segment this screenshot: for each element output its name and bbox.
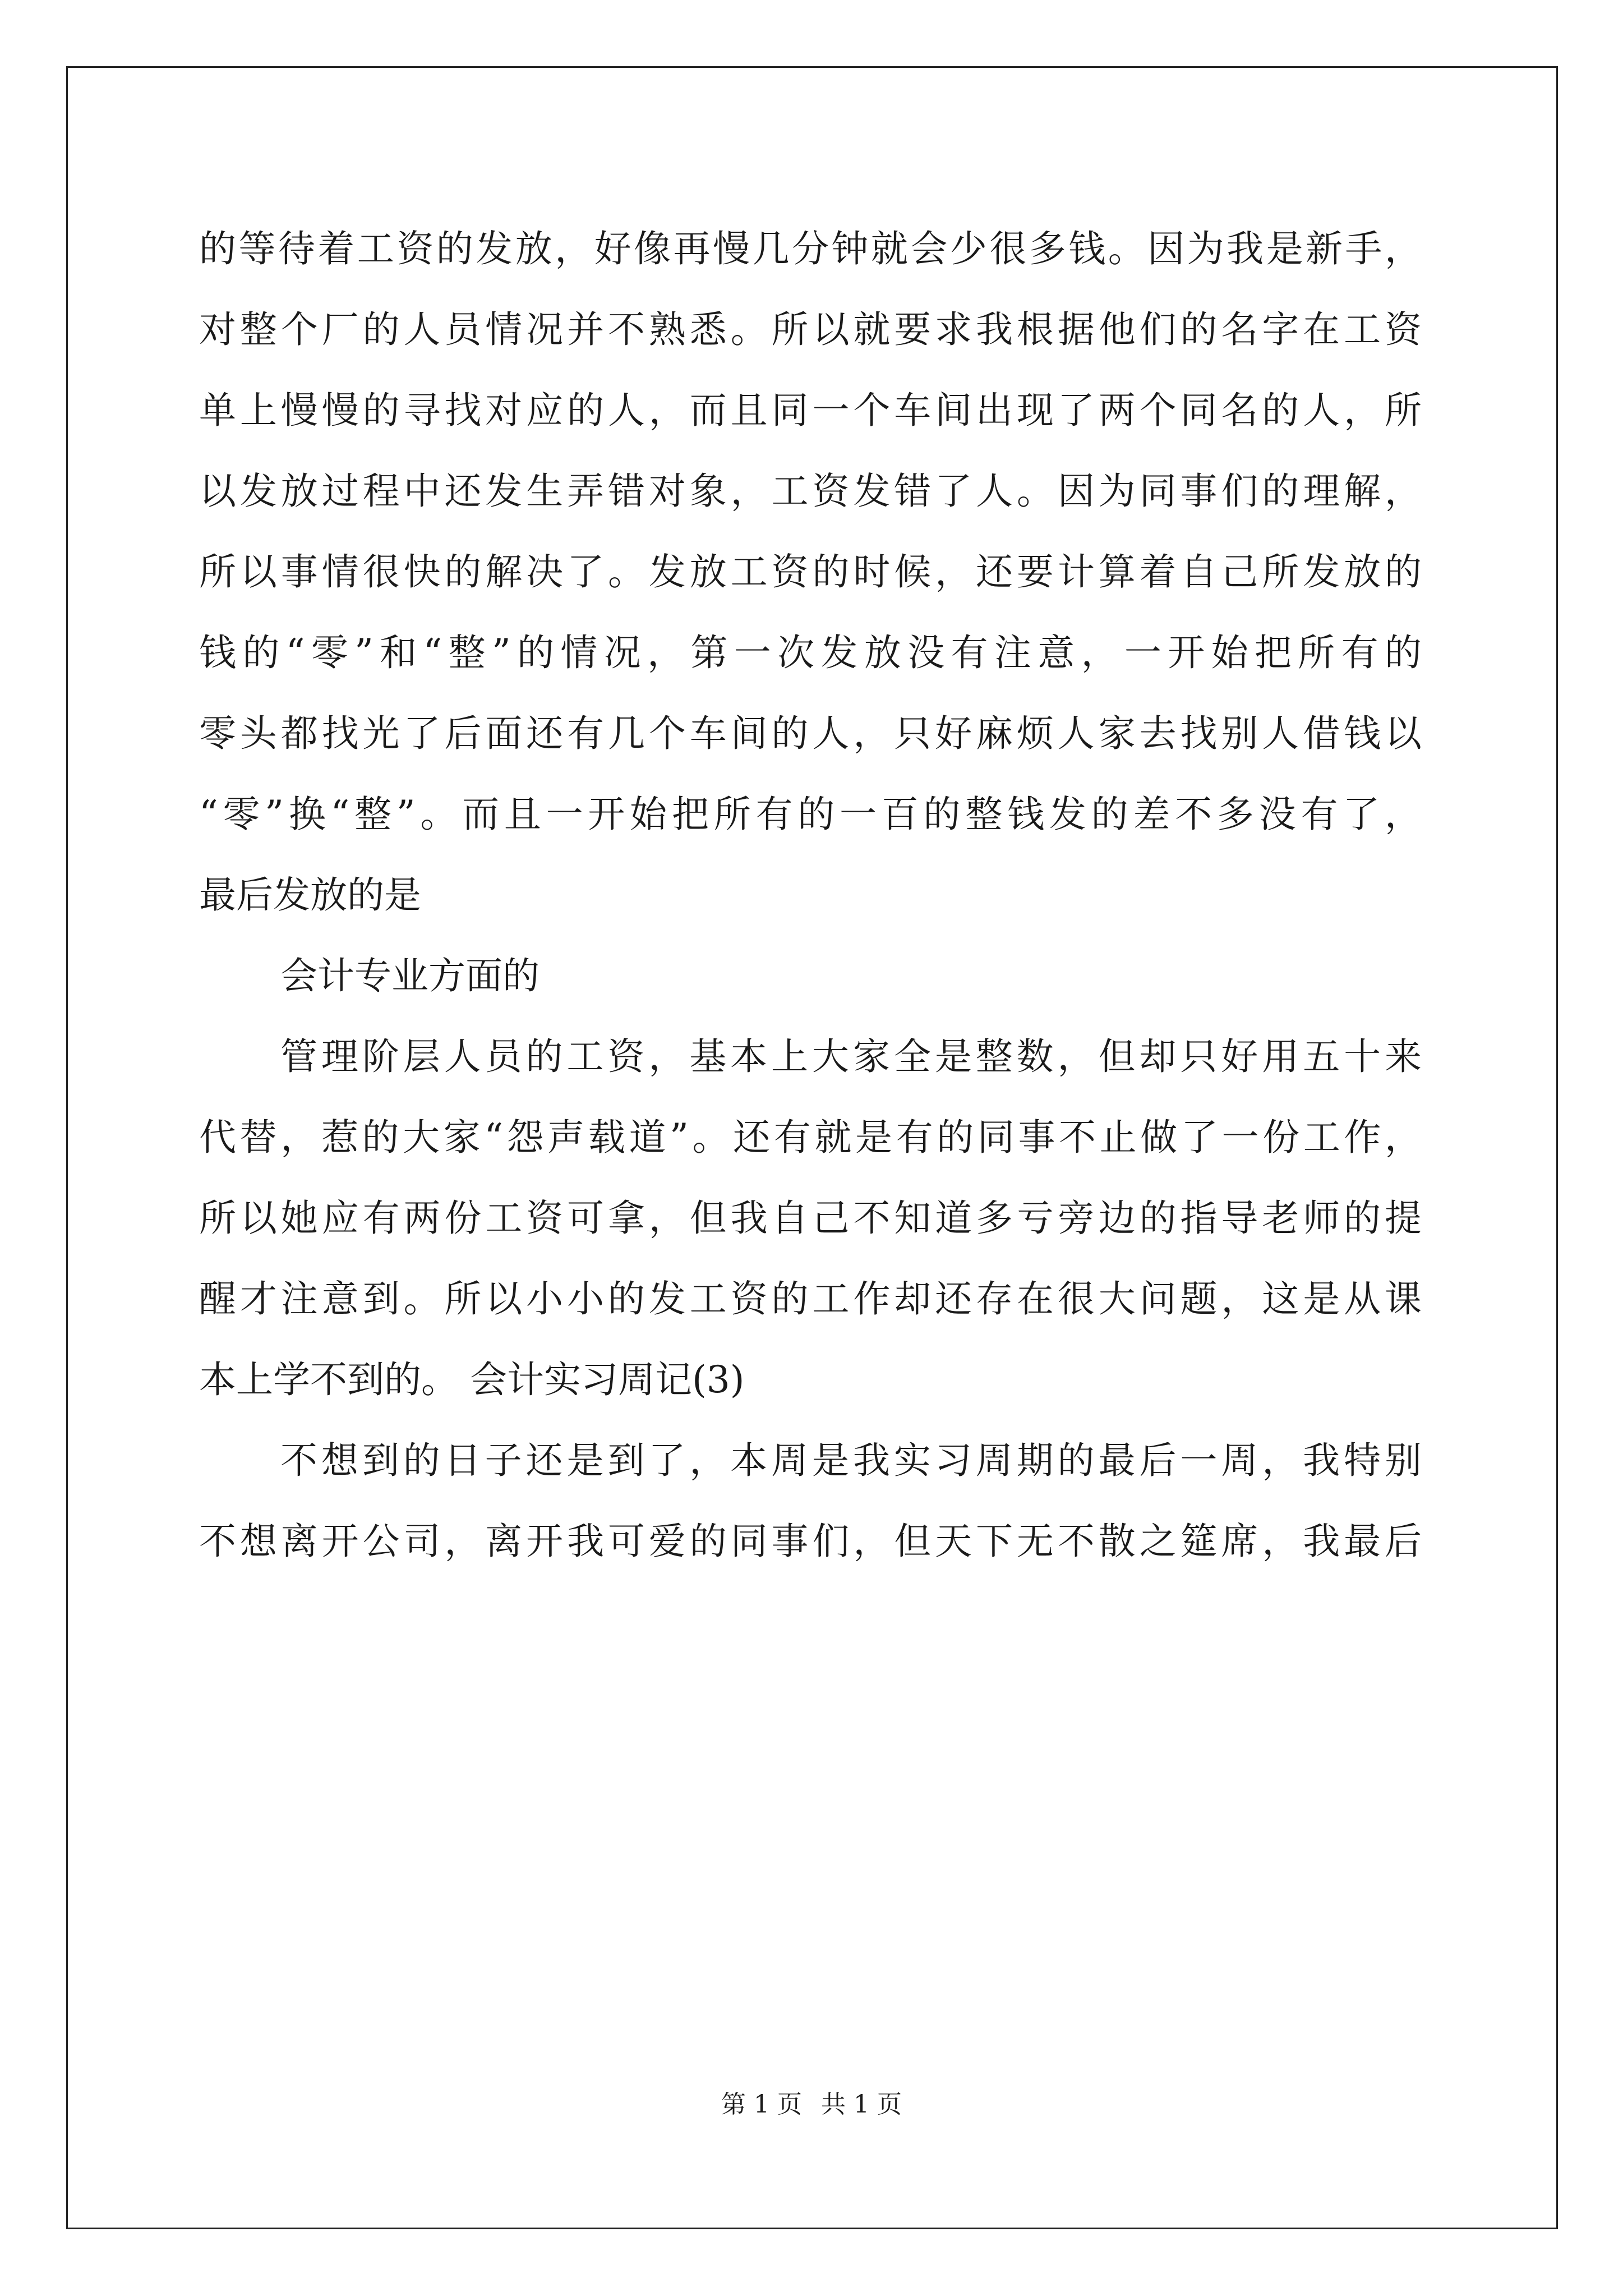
text-line: 钱的“零”和“整”的情况，第一次发放没有注意，一开始把所有的 [199,631,1422,674]
text-line: 本上学不到的。 会计实习周记(3) [199,1358,745,1401]
text-line: 零头都找光了后面还有几个车间的人，只好麻烦人家去找别人借钱以 [199,712,1422,755]
text-line: “零”换“整”。而且一开始把所有的一百的整钱发的差不多没有了， [199,793,1422,836]
text-line: 单上慢慢的寻找对应的人，而且同一个车间出现了两个同名的人，所 [199,389,1422,432]
text-line: 最后发放的是 [199,873,421,917]
text-line: 所以事情很快的解决了。发放工资的时候，还要计算着自己所发放的 [199,550,1422,593]
text-line: 醒才注意到。所以小小的发工资的工作却还存在很大问题，这是从课 [199,1277,1422,1320]
page-number: 第 1 页 [721,2090,802,2119]
text-line: 对整个厂的人员情况并不熟悉。所以就要求我根据他们的名字在工资 [199,308,1422,351]
document-body [199,209,1422,1582]
text-line: 不想离开公司，离开我可爱的同事们，但天下无不散之筵席，我最后 [199,1520,1422,1563]
text-line: 以发放过程中还发生弄错对象，工资发错了人。因为同事们的理解， [199,470,1422,513]
text-line: 不想到的日子还是到了，本周是我实习周期的最后一周，我特别 [280,1439,1422,1482]
text-line: 代替，惹的大家“怨声载道”。还有就是有的同事不止做了一份工作， [199,1116,1422,1159]
page-footer [0,2088,1623,2122]
text-line: 管理阶层人员的工资，基本上大家全是整数，但却只好用五十来 [280,1035,1422,1078]
text-line: 所以她应有两份工资可拿，但我自己不知道多亏旁边的指导老师的提 [199,1197,1422,1240]
text-line: 会计专业方面的 [280,954,540,997]
text-line: 的等待着工资的发放，好像再慢几分钟就会少很多钱。因为我是新手， [199,227,1422,270]
total-pages: 共 1 页 [821,2090,902,2119]
